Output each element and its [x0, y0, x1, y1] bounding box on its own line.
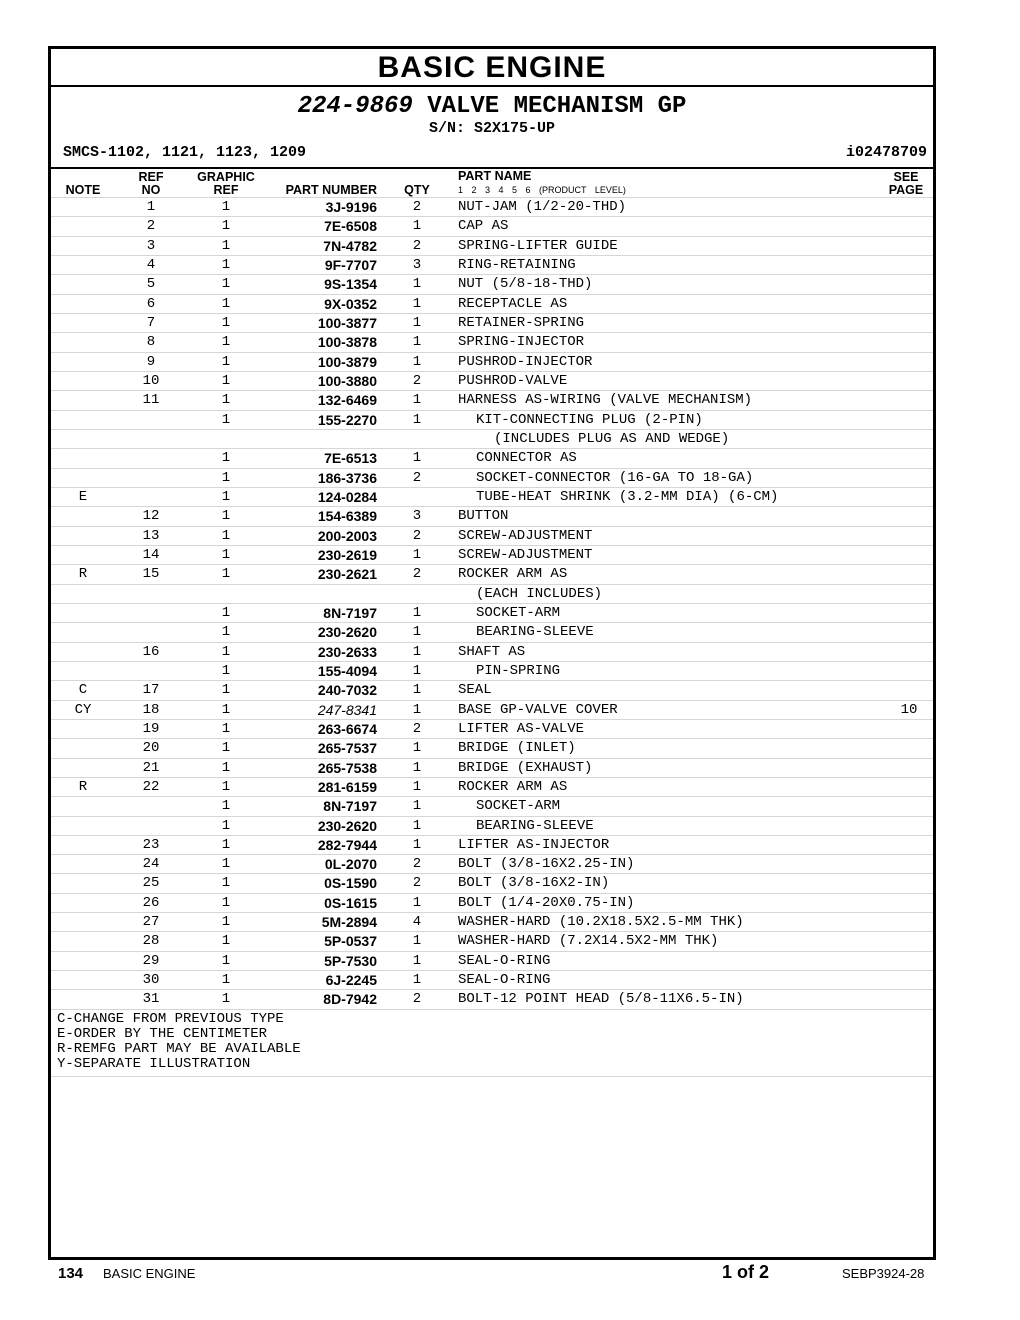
ref-no-cell: 9 [146, 353, 156, 370]
see-page-cell: 10 [900, 701, 918, 718]
table-row [51, 371, 933, 390]
graphic-ref-cell: 1 [221, 237, 231, 254]
part-name-cell: ROCKER ARM AS [458, 566, 568, 583]
part-name-cell: BASE GP-VALVE COVER [458, 701, 618, 718]
qty-cell: 2 [412, 875, 422, 892]
qty-cell: 1 [412, 972, 422, 989]
table-row [51, 777, 933, 796]
qty-cell: 2 [412, 991, 422, 1008]
ref-no-cell: 31 [142, 991, 160, 1008]
graphic-ref-cell: 1 [221, 759, 231, 776]
qty-cell: 1 [412, 334, 422, 351]
part-name-cell: NUT (5/8-18-THD) [458, 276, 593, 293]
smcs-row [51, 141, 933, 169]
table-row [51, 255, 933, 274]
graphic-ref-cell: 1 [221, 508, 231, 525]
graphic-ref-cell: 1 [221, 546, 231, 563]
table-row [51, 970, 933, 989]
part-name-cell: SEAL-O-RING [458, 972, 551, 989]
footer-page-number: 134 [58, 1265, 84, 1282]
table-row [51, 642, 933, 661]
qty-cell: 1 [412, 276, 422, 293]
ref-no-cell: 10 [142, 372, 160, 389]
table-row [51, 835, 933, 854]
part-number-cell: 100-3880 [317, 372, 377, 389]
table-row [51, 487, 933, 506]
table-row [51, 951, 933, 970]
ref-no-cell: 25 [142, 875, 160, 892]
graphic-ref-cell: 1 [221, 527, 231, 544]
part-name-cell: RETAINER-SPRING [458, 314, 585, 331]
header-part-number: PART NUMBER [285, 183, 377, 197]
ref-no-cell: 12 [142, 508, 160, 525]
part-number-cell: 7N-4782 [323, 237, 377, 254]
part-number-cell: 155-2270 [317, 411, 377, 428]
graphic-ref-cell: 1 [221, 372, 231, 389]
qty-cell: 1 [412, 411, 422, 428]
qty-cell: 1 [412, 701, 422, 718]
part-name-cell: CONNECTOR AS [476, 450, 577, 467]
qty-cell: 1 [412, 353, 422, 370]
part-name-cell: SPRING-INJECTOR [458, 334, 585, 351]
part-number-cell: 100-3878 [317, 334, 377, 351]
qty-cell: 1 [412, 546, 422, 563]
graphic-ref-cell: 1 [221, 972, 231, 989]
part-name-cell: BOLT (3/8-16X2-IN) [458, 875, 610, 892]
section-title: BASIC ENGINE [51, 49, 933, 87]
qty-cell: 3 [412, 508, 422, 525]
qty-cell: 1 [412, 392, 422, 409]
qty-cell: 1 [412, 836, 422, 853]
qty-cell: 1 [412, 894, 422, 911]
part-name-cell: BEARING-SLEEVE [476, 624, 594, 641]
note-cell: E [78, 488, 88, 505]
part-number-cell: 6J-2245 [325, 972, 377, 989]
graphic-ref-cell: 1 [221, 334, 231, 351]
part-name-cell: RING-RETAINING [458, 256, 576, 273]
note-cell: CY [74, 701, 92, 718]
part-number-cell: 100-3879 [317, 353, 377, 370]
part-name-cell: SCREW-ADJUSTMENT [458, 546, 593, 563]
ref-no-cell: 28 [142, 933, 160, 950]
qty-cell: 2 [412, 566, 422, 583]
qty-cell: 1 [412, 604, 422, 621]
qty-cell: 1 [412, 759, 422, 776]
graphic-ref-cell: 1 [221, 624, 231, 641]
table-row [51, 274, 933, 293]
part-number-cell: 230-2620 [317, 624, 377, 641]
part-number-cell: 282-7944 [317, 836, 377, 853]
part-number-cell: 124-0284 [317, 488, 377, 505]
table-row [51, 236, 933, 255]
part-number-cell: 8N-7197 [323, 798, 377, 815]
part-name-cell: WASHER-HARD (10.2X18.5X2.5-MM THK) [458, 914, 744, 931]
part-name-cell: BRIDGE (EXHAUST) [458, 759, 593, 776]
table-row [51, 700, 933, 719]
part-name-cell: SOCKET-ARM [476, 798, 561, 815]
part-name-cell: CAP AS [458, 218, 509, 235]
graphic-ref-cell: 1 [221, 488, 231, 505]
part-number-cell: 8D-7942 [323, 991, 377, 1008]
graphic-ref-cell: 1 [221, 199, 231, 215]
part-name-cell: SPRING-LIFTER GUIDE [458, 237, 618, 254]
qty-cell: 2 [412, 527, 422, 544]
group-title [51, 93, 933, 121]
graphic-ref-cell: 1 [221, 720, 231, 737]
graphic-ref-cell: 1 [221, 894, 231, 911]
table-row [51, 564, 933, 583]
ref-no-cell: 18 [142, 701, 160, 718]
part-name-cell: (EACH INCLUDES) [476, 585, 603, 602]
part-name-cell: BRIDGE (INLET) [458, 740, 576, 757]
note-line: Y-SEPARATE ILLUSTRATION [57, 1055, 251, 1072]
part-name-cell: WASHER-HARD (7.2X14.5X2-MM THK) [458, 933, 719, 950]
ref-no-cell: 13 [142, 527, 160, 544]
part-name-cell: KIT-CONNECTING PLUG (2-PIN) [476, 411, 703, 428]
part-number-cell: 0S-1615 [324, 894, 377, 911]
note-cell: C [78, 682, 88, 699]
table-row [51, 603, 933, 622]
table-row [51, 719, 933, 738]
ref-no-cell: 27 [142, 914, 160, 931]
header-graphic-top: GRAPHIC [197, 170, 255, 184]
illustration-id: i02478709 [845, 144, 927, 161]
part-name-cell: BOLT (1/4-20X0.75-IN) [458, 894, 635, 911]
part-number-cell: 240-7032 [317, 682, 377, 699]
table-row [51, 893, 933, 912]
part-number-cell: 100-3877 [317, 314, 377, 331]
ref-no-cell: 14 [142, 546, 160, 563]
part-name-cell: LIFTER AS-VALVE [458, 720, 585, 737]
part-number-cell: 230-2633 [317, 643, 377, 660]
qty-cell: 2 [412, 372, 422, 389]
graphic-ref-cell: 1 [221, 798, 231, 815]
footer-page-of: 1 of 2 [722, 1262, 770, 1282]
part-number-cell: 186-3736 [317, 469, 377, 486]
ref-no-cell: 8 [146, 334, 156, 351]
part-name-cell: PUSHROD-VALVE [458, 372, 568, 389]
part-number-cell: 0S-1590 [324, 875, 377, 892]
ref-no-cell: 6 [146, 295, 156, 312]
table-row [51, 873, 933, 892]
part-number-cell: 154-6389 [317, 508, 377, 525]
qty-cell: 1 [412, 314, 422, 331]
note-line: C-CHANGE FROM PREVIOUS TYPE [57, 1010, 284, 1027]
part-name-cell: (INCLUDES PLUG AS AND WEDGE) [494, 430, 730, 447]
graphic-ref-cell: 1 [221, 450, 231, 467]
table-row [51, 622, 933, 641]
graphic-ref-cell: 1 [221, 875, 231, 892]
qty-cell: 1 [412, 952, 422, 969]
graphic-ref-cell: 1 [221, 218, 231, 235]
part-name-cell: BOLT (3/8-16X2.25-IN) [458, 856, 635, 873]
graphic-ref-cell: 1 [221, 392, 231, 409]
part-number-cell: 5P-0537 [324, 933, 377, 950]
table-row [51, 332, 933, 351]
graphic-ref-cell: 1 [221, 411, 231, 428]
ref-no-cell: 30 [142, 972, 160, 989]
qty-cell: 1 [412, 295, 422, 312]
part-number-cell: 265-7538 [317, 759, 377, 776]
note-cell: R [78, 566, 88, 583]
part-name-cell: PUSHROD-INJECTOR [458, 353, 593, 370]
ref-no-cell: 16 [142, 643, 160, 660]
qty-cell: 1 [412, 450, 422, 467]
ref-no-cell: 1 [146, 199, 156, 215]
graphic-ref-cell: 1 [221, 353, 231, 370]
part-number-cell: 263-6674 [317, 720, 377, 737]
graphic-ref-cell: 1 [221, 701, 231, 718]
table-row [51, 410, 933, 429]
part-name-cell: SHAFT AS [458, 643, 526, 660]
part-name-cell: RECEPTACLE AS [458, 295, 568, 312]
table-row [51, 429, 933, 448]
qty-cell: 2 [412, 237, 422, 254]
table-row [51, 796, 933, 815]
page-footer [0, 1262, 1020, 1286]
ref-no-cell: 7 [146, 314, 156, 331]
part-number-cell: 5P-7530 [324, 952, 377, 969]
footer-section: BASIC ENGINE [103, 1266, 196, 1281]
table-row [51, 758, 933, 777]
qty-cell: 1 [412, 933, 422, 950]
header-graphic-bottom: REF [213, 183, 239, 197]
header-see-bottom: PAGE [888, 183, 924, 197]
table-header [51, 169, 933, 197]
part-number-cell: 9F-7707 [324, 256, 377, 273]
part-number-cell: 230-2619 [317, 546, 377, 563]
ref-no-cell: 17 [142, 682, 160, 699]
graphic-ref-cell: 1 [221, 952, 231, 969]
ref-no-cell: 3 [146, 237, 156, 254]
qty-cell: 2 [412, 469, 422, 486]
graphic-ref-cell: 1 [221, 682, 231, 699]
ref-no-cell: 26 [142, 894, 160, 911]
header-ref-top: REF [138, 170, 164, 184]
qty-cell: 1 [412, 662, 422, 679]
qty-cell: 1 [412, 682, 422, 699]
part-number-cell: 0L-2070 [324, 856, 377, 873]
note-line: R-REMFG PART MAY BE AVAILABLE [57, 1040, 301, 1057]
part-number-cell: 9S-1354 [324, 276, 377, 293]
table-row [51, 506, 933, 525]
part-number-cell: 3J-9196 [325, 199, 377, 215]
graphic-ref-cell: 1 [221, 469, 231, 486]
part-number-cell: 265-7537 [317, 740, 377, 757]
footer-doc-id: SEBP3924-28 [842, 1266, 925, 1281]
ref-no-cell: 2 [146, 218, 156, 235]
table-row [51, 313, 933, 332]
qty-cell: 1 [412, 817, 422, 834]
table-row [51, 294, 933, 313]
header-see-top: SEE [893, 170, 919, 184]
ref-no-cell: 23 [142, 836, 160, 853]
part-name-cell: PIN-SPRING [476, 662, 561, 679]
part-number-cell: 200-2003 [317, 527, 377, 544]
table-row [51, 931, 933, 950]
ref-no-cell: 29 [142, 952, 160, 969]
graphic-ref-cell: 1 [221, 778, 231, 795]
parts-page-frame [48, 46, 936, 1260]
part-number-cell: 5M-2894 [321, 914, 377, 931]
ref-no-cell: 24 [142, 856, 160, 873]
serial-number-range: S/N: S2X175-UP [428, 120, 556, 137]
graphic-ref-cell: 1 [221, 991, 231, 1008]
part-number-cell: 155-4094 [317, 662, 377, 679]
table-row [51, 526, 933, 545]
notes-legend [51, 1009, 933, 1077]
part-name-cell: LIFTER AS-INJECTOR [458, 836, 610, 853]
part-name-cell: SOCKET-CONNECTOR (16-GA TO 18-GA) [476, 469, 754, 486]
ref-no-cell: 5 [146, 276, 156, 293]
table-row [51, 352, 933, 371]
qty-cell: 1 [412, 778, 422, 795]
ref-no-cell: 11 [142, 392, 160, 409]
header-qty: QTY [404, 183, 430, 197]
graphic-ref-cell: 1 [221, 740, 231, 757]
part-name-cell: TUBE-HEAT SHRINK (3.2-MM DIA) (6-CM) [476, 488, 779, 505]
ref-no-cell: 4 [146, 256, 156, 273]
qty-cell: 1 [412, 798, 422, 815]
part-number-cell: 230-2620 [317, 817, 377, 834]
part-number-cell: 230-2621 [317, 566, 377, 583]
table-row [51, 816, 933, 835]
group-part-number: 224-9869 [297, 93, 413, 120]
part-number-cell: 281-6159 [317, 778, 377, 795]
qty-cell: 2 [412, 720, 422, 737]
part-number-cell: 7E-6513 [324, 450, 377, 467]
graphic-ref-cell: 1 [221, 604, 231, 621]
graphic-ref-cell: 1 [221, 914, 231, 931]
table-row [51, 216, 933, 235]
part-name-cell: BEARING-SLEEVE [476, 817, 594, 834]
table-row [51, 448, 933, 467]
table-row [51, 197, 933, 216]
table-row [51, 468, 933, 487]
part-name-cell: HARNESS AS-WIRING (VALVE MECHANISM) [458, 392, 753, 409]
part-name-cell: SEAL [458, 682, 492, 699]
table-row [51, 545, 933, 564]
smcs-codes: SMCS-1102, 1121, 1123, 1209 [63, 144, 307, 161]
qty-cell: 2 [412, 856, 422, 873]
qty-cell: 1 [412, 218, 422, 235]
graphic-ref-cell: 1 [221, 256, 231, 273]
part-name-cell: SOCKET-ARM [476, 604, 561, 621]
ref-no-cell: 20 [142, 740, 160, 757]
qty-cell: 1 [412, 624, 422, 641]
qty-cell: 1 [412, 740, 422, 757]
graphic-ref-cell: 1 [221, 314, 231, 331]
graphic-ref-cell: 1 [221, 662, 231, 679]
part-number-cell: 9X-0352 [324, 295, 377, 312]
table-row [51, 989, 933, 1008]
graphic-ref-cell: 1 [221, 836, 231, 853]
parts-table-body [51, 197, 933, 1009]
part-name-cell: ROCKER ARM AS [458, 778, 568, 795]
table-row [51, 854, 933, 873]
graphic-ref-cell: 1 [221, 276, 231, 293]
ref-no-cell: 21 [142, 759, 160, 776]
qty-cell: 1 [412, 643, 422, 660]
qty-cell: 4 [412, 914, 422, 931]
part-number-cell: 7E-6508 [324, 218, 377, 235]
graphic-ref-cell: 1 [221, 856, 231, 873]
ref-no-cell: 15 [142, 566, 160, 583]
graphic-ref-cell: 1 [221, 933, 231, 950]
part-name-cell: SCREW-ADJUSTMENT [458, 527, 593, 544]
graphic-ref-cell: 1 [221, 566, 231, 583]
ref-no-cell: 22 [142, 778, 160, 795]
part-number-cell: 8N-7197 [323, 604, 377, 621]
graphic-ref-cell: 1 [221, 817, 231, 834]
header-part-name: PART NAME [458, 169, 532, 183]
header-note: NOTE [65, 183, 101, 197]
table-row [51, 738, 933, 757]
graphic-ref-cell: 1 [221, 295, 231, 312]
group-name: VALVE MECHANISM GP [427, 93, 687, 120]
part-name-cell: NUT-JAM (1/2-20-THD) [458, 199, 627, 215]
table-row [51, 912, 933, 931]
note-cell: R [78, 778, 88, 795]
graphic-ref-cell: 1 [221, 643, 231, 660]
qty-cell: 3 [412, 256, 422, 273]
part-name-cell: BUTTON [458, 508, 509, 525]
part-name-cell: SEAL-O-RING [458, 952, 551, 969]
note-line: E-ORDER BY THE CENTIMETER [57, 1025, 268, 1042]
table-row [51, 680, 933, 699]
header-product-levels: 1 2 3 4 5 6 (PRODUCT LEVEL) [458, 185, 626, 195]
table-row [51, 661, 933, 680]
part-number-cell: 132-6469 [317, 392, 377, 409]
table-row [51, 584, 933, 603]
table-row [51, 390, 933, 409]
qty-cell: 2 [412, 199, 422, 215]
part-name-cell: BOLT-12 POINT HEAD (5/8-11X6.5-IN) [458, 991, 744, 1008]
part-number-cell: 247-8341 [317, 701, 377, 718]
ref-no-cell: 19 [142, 720, 160, 737]
header-ref-bottom: NO [141, 183, 161, 197]
